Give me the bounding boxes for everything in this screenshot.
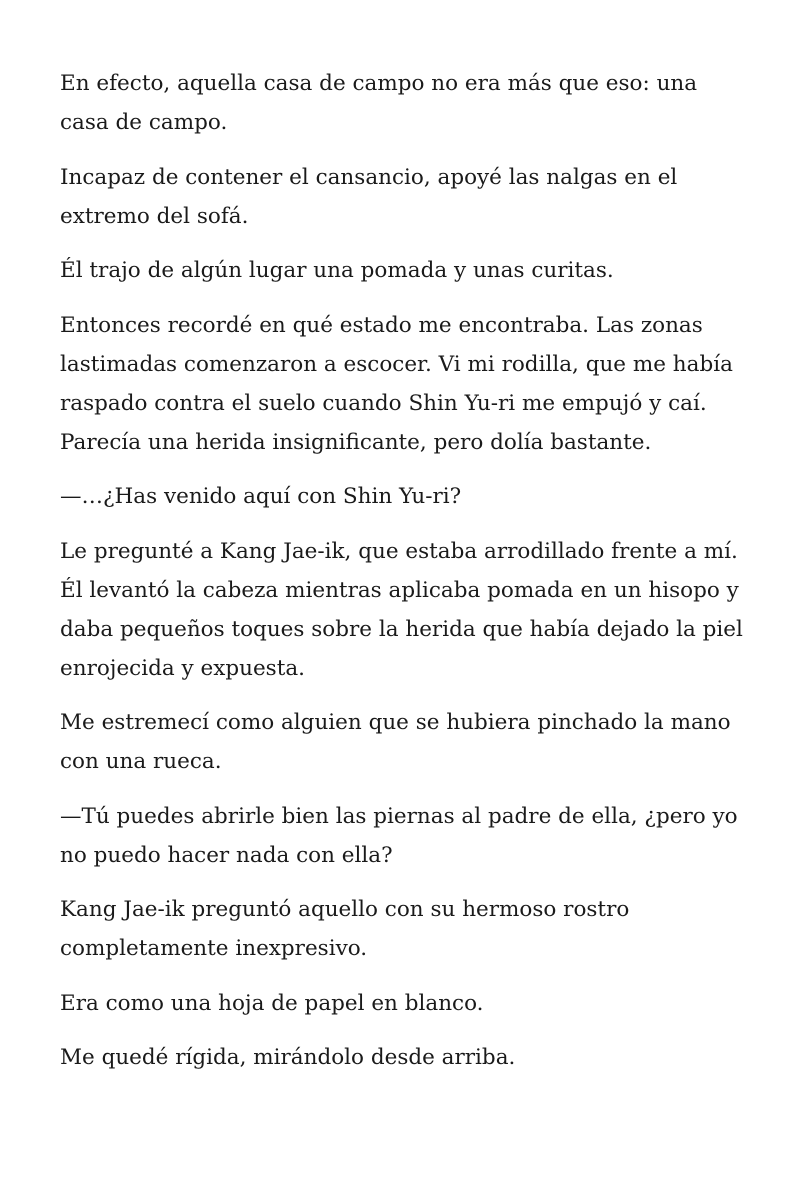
paragraph: Me quedé rígida, mirándolo desde arriba. <box>60 1045 516 1070</box>
paragraph: En efecto, aquella casa de campo no era más que eso: una casa de campo. <box>60 71 698 135</box>
paragraph: Le pregunté a Kang Jae-ik, que estaba arrodillado frente a mí. Él levantó la cabeza mientras aplicaba pomada en un hisopo y daba pequeños toques sobre la herida que había dejado la piel enrojecida y expuesta. <box>60 538 743 681</box>
paragraph: —…¿Has venido aquí con Shin Yu-ri? <box>60 484 462 509</box>
document-body <box>60 64 750 1093</box>
paragraph: Era como una hoja de papel en blanco. <box>60 990 484 1016</box>
paragraph: Él trajo de algún lugar una pomada y unas curitas. <box>60 258 614 283</box>
paragraph: —Tú puedes abrirle bien las piernas al padre de ella, ¿pero yo no puedo hacer nada con ella? <box>60 803 738 868</box>
paragraph: Incapaz de contener el cansancio, apoyé las nalgas en el extremo del sofá. <box>60 164 678 229</box>
paragraph: Kang Jae-ik preguntó aquello con su hermoso rostro completamente inexpresivo. <box>60 897 630 961</box>
paragraph: Entonces recordé en qué estado me encontraba. Las zonas lastimadas comenzaron a escocer. Vi mi rodilla, que me había raspado contra el suelo cuando Shin Yu-ri me empujó y caí. Parecía una herida insignificante, pero dolía bastante. <box>60 312 733 455</box>
paragraph: Me estremecí como alguien que se hubiera pinchado la mano con una rueca. <box>60 710 731 774</box>
